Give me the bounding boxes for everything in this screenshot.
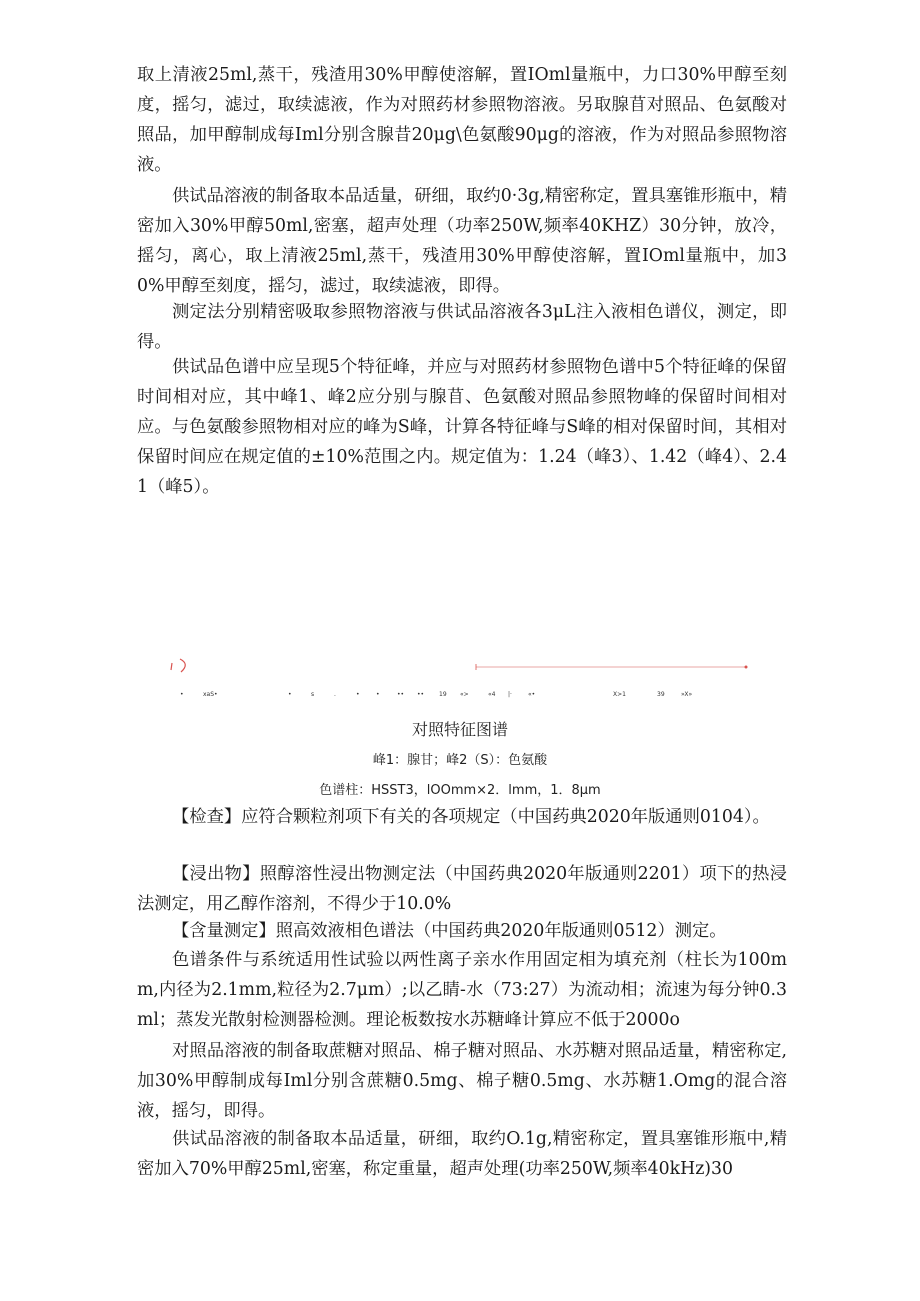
axis-tick-label: • xyxy=(376,691,380,698)
axis-tick-label: «> xyxy=(460,691,469,698)
chromatogram-trace xyxy=(0,650,920,710)
axis-tick-label: • xyxy=(356,691,360,698)
figure-title: 对照特征图谱 xyxy=(411,720,508,739)
paragraph-assay: 【含量测定】照高效液相色谱法（中国药典2020年版通则0512）测定。 xyxy=(172,921,727,941)
figure-column-info: 色谱柱：HSST3，lOOmm×2．lmm，1．8μm xyxy=(319,783,601,798)
axis-tick-label: • xyxy=(180,691,184,698)
chromatogram-peak-mark xyxy=(171,659,185,672)
paragraph-characteristic-peaks: 供试品色谱中应呈现5个特征峰，并应与对照药材参照物色谱中5个特征峰的保留时间相对应，其中峰1、峰2应分别与腺苜、色氨酸对照品参照物峰的保留时间相对应。与色氨酸参照物相对应的峰为S峰，计算各特征峰与S峰的相对保留时间，其相对保留时间应在规定值的±10%范围之内。规定值为：1.24（峰3）、1.42（峰4）、2.41（峰5）。 xyxy=(137,357,787,497)
paragraph-determination-method: 测定法分别精密吸取参照物溶液与供试品溶液各3μL注入液相色谱仪，测定，即得。 xyxy=(137,302,787,352)
axis-tick-label: |· xyxy=(508,691,512,698)
figure-peak-legend: 峰1：腺甘；峰2（S）：色氨酸 xyxy=(372,753,548,768)
paragraph-test-solution-preparation-2: 供试品溶液的制备取本品适量，研细，取约O.1g,精密称定，置具塞锥形瓶中,精密加入70%甲醇25ml,密塞，称定重量，超声处理(功率250W,频率40kHz)30 xyxy=(137,1129,787,1179)
axis-tick-label: X>1 xyxy=(613,691,626,698)
axis-tick-label: •• xyxy=(397,691,405,698)
axis-tick-label: xaS• xyxy=(203,691,218,698)
axis-tick-label: • xyxy=(288,691,292,698)
paragraph-reference-solution-preparation: 对照品溶液的制备取蔗糖对照品、棉子糖对照品、水苏糖对照品适量，精密称定,加30%甲醇制成每Iml分别含蔗糖0.5mg、棉子糖0.5mg、水苏糖1.Omg的混合溶液，摇匀，即得。 xyxy=(137,1041,787,1121)
axis-tick-label: •• xyxy=(417,691,425,698)
paragraph-chromatographic-conditions: 色谱条件与系统适用性试验以两性离子亲水作用固定相为填充剂（柱长为100mm,内径为2.1mm,粒径为2.7μm）;以乙睛-水（73:27）为流动相；流速为每分钟0.3ml；蒸发光散射检测器检测。理论板数按水苏糖峰计算应不低于2000o xyxy=(137,950,787,1030)
paragraph-extractives: 【浸出物】照醇溶性浸出物测定法（中国药典2020年版通则2201）项下的热浸法测定，用乙醇作溶剂，不得少于10.0% xyxy=(137,864,787,914)
axis-tick-label: »X» xyxy=(681,691,693,698)
chromatogram-figure xyxy=(0,650,920,710)
paragraph-test-solution-preparation: 供试品溶液的制备取本品适量，研细，取约0·3g,精密称定，置具塞锥形瓶中，精密加入30%甲醇50ml,密塞，超声处理（功率250W,频率40KHZ）30分钟，放冷，摇匀，离心，取上清液25ml,蒸干，残渣用30%甲醇使溶解，置IOml量瓶中，加30%甲醇至刻度，摇匀，滤过，取续滤液，即得。 xyxy=(137,186,787,296)
axis-tick-label: «4 xyxy=(488,691,496,698)
paragraph-inspection: 【检查】应符合颗粒剂项下有关的各项规定（中国药典2020年版通则0104）。 xyxy=(172,807,770,827)
axis-tick-label: . xyxy=(334,691,336,698)
axis-tick-label: 19 xyxy=(439,691,447,698)
axis-tick-label: «• xyxy=(528,691,536,698)
paragraph-reference-solution: 取上清液25ml,蒸干，残渣用30%甲醇使溶解，置IOml量瓶中，力口30%甲醇至刻度，摇匀，滤过，取续滤液，作为对照药材参照物溶液。另取腺苜对照品、色氨酸对照品，加甲醇制成每Iml分别含腺昔20μg\色氨酸90μg的溶液，作为对照品参照物溶液。 xyxy=(137,65,787,175)
axis-tick-label: s xyxy=(311,691,315,698)
axis-tick-label: 39 xyxy=(657,691,665,698)
